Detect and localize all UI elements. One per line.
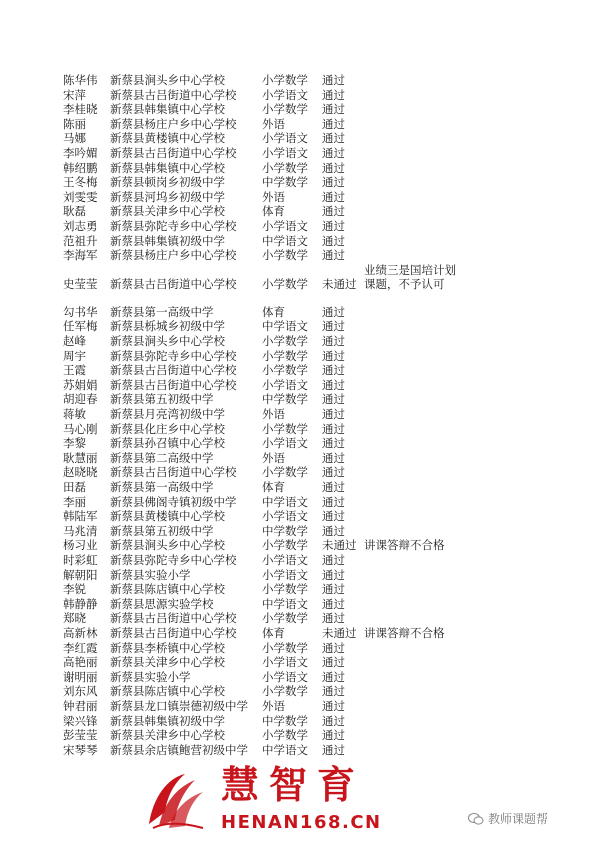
teacher-name: 马娜	[63, 131, 86, 146]
table-row	[0, 743, 600, 758]
school-name: 新蔡县李桥镇中心学校	[110, 640, 225, 655]
result: 通过	[322, 363, 345, 378]
table-row	[0, 88, 600, 103]
result: 通过	[322, 480, 345, 494]
teacher-name: 陈丽	[63, 116, 86, 131]
table-row	[0, 568, 600, 583]
teacher-name: 李红霞	[63, 640, 98, 655]
wechat-icon	[468, 812, 484, 826]
teacher-name: 王霞	[63, 363, 86, 378]
result: 通过	[322, 377, 345, 392]
subject: 小学数学	[262, 684, 308, 699]
table-row	[0, 553, 600, 568]
subject: 中学数学	[262, 392, 308, 407]
school-name: 新蔡县古吕街道中心学校	[110, 276, 237, 291]
school-name: 新蔡县佛阁寺镇初级中学	[110, 494, 237, 509]
subject: 小学数学	[262, 348, 308, 363]
result: 通过	[322, 116, 345, 131]
school-name: 新蔡县杨庄户乡中心学校	[110, 248, 237, 263]
teacher-name: 李锐	[63, 582, 86, 597]
school-name: 新蔡县实验小学	[110, 669, 191, 684]
brand-name: 慧智育	[221, 763, 366, 807]
subject: 小学数学	[262, 611, 308, 626]
result: 通过	[322, 189, 345, 204]
school-name: 新蔡县黄楼镇中心学校	[110, 131, 225, 146]
table-row	[0, 728, 600, 743]
school-name: 新蔡县栎城乡初级中学	[110, 319, 225, 334]
subject: 中学语文	[262, 742, 308, 757]
subject: 小学数学	[262, 582, 308, 597]
table-row	[0, 263, 600, 305]
table-row	[0, 626, 600, 641]
result: 通过	[322, 407, 345, 421]
result: 通过	[322, 523, 345, 538]
school-name: 新蔡县思源实验学校	[110, 596, 214, 611]
school-name: 新蔡县关津乡中心学校	[110, 728, 225, 743]
teacher-name: 蒋敏	[63, 407, 86, 421]
table-row	[0, 190, 600, 205]
teacher-name: 李黎	[63, 436, 86, 451]
subject: 外语	[262, 189, 285, 204]
school-name: 新蔡县关津乡中心学校	[110, 204, 225, 219]
result: 通过	[322, 304, 345, 319]
remark: 讲课答辩不合格	[364, 626, 445, 640]
remark: 业绩三是国培计划课题，不予认可	[364, 262, 456, 291]
teacher-name: 耿慧丽	[63, 450, 98, 465]
brand-url: HENAN168.CN	[221, 812, 382, 833]
school-name: 新蔡县韩集镇初级中学	[110, 233, 225, 248]
watermark-banner	[145, 760, 382, 844]
result: 通过	[322, 582, 345, 597]
teacher-name: 谢明丽	[63, 669, 98, 684]
table-row	[0, 509, 600, 524]
subject: 小学语文	[262, 655, 308, 670]
table-row	[0, 378, 600, 393]
result: 通过	[322, 248, 345, 263]
subject: 外语	[262, 407, 285, 421]
table-row	[0, 117, 600, 132]
school-name: 新蔡县涧头乡中心学校	[110, 538, 225, 553]
teacher-name: 马兆清	[63, 523, 98, 538]
result: 通过	[322, 175, 345, 190]
result: 通过	[322, 392, 345, 407]
teacher-name: 梁兴锋	[63, 713, 98, 728]
school-name: 新蔡县月亮湾初级中学	[110, 407, 225, 421]
school-name: 新蔡县关津乡中心学校	[110, 655, 225, 670]
teacher-name: 马心刚	[63, 421, 98, 436]
table-row	[0, 597, 600, 612]
result: 通过	[322, 334, 345, 348]
result: 通过	[322, 669, 345, 684]
subject: 中学语文	[262, 494, 308, 509]
school-name: 新蔡县古吕街道中心学校	[110, 377, 237, 392]
school-name: 新蔡县顿岗乡初级中学	[110, 175, 225, 190]
result: 通过	[322, 319, 345, 334]
result: 通过	[322, 348, 345, 363]
school-name: 新蔡县第一高级中学	[110, 480, 214, 494]
result: 通过	[322, 465, 345, 480]
school-name: 新蔡县涧头乡中心学校	[110, 334, 225, 348]
table-row	[0, 248, 600, 263]
teacher-name: 陈华伟	[63, 73, 98, 87]
teacher-name: 刘雯雯	[63, 189, 98, 204]
subject: 小学数学	[262, 160, 308, 175]
teacher-name: 解朝阳	[63, 567, 98, 582]
school-name: 新蔡县韩集镇中心学校	[110, 160, 225, 175]
teacher-name: 赵晓晓	[63, 465, 98, 480]
result: 未通过	[322, 538, 357, 553]
table-row	[0, 699, 600, 714]
subject: 小学数学	[262, 363, 308, 378]
table-row	[0, 146, 600, 161]
school-name: 新蔡县杨庄户乡中心学校	[110, 116, 237, 131]
school-name: 新蔡县实验小学	[110, 567, 191, 582]
teacher-name: 刘东风	[63, 684, 98, 699]
table-row	[0, 407, 600, 422]
teacher-name: 范祖升	[63, 233, 98, 248]
result: 通过	[322, 102, 345, 117]
teacher-name: 王冬梅	[63, 175, 98, 190]
table-row	[0, 363, 600, 378]
result: 通过	[322, 713, 345, 728]
teacher-name: 时彩虹	[63, 553, 98, 567]
subject: 外语	[262, 116, 285, 131]
subject: 小学数学	[262, 421, 308, 436]
teacher-name: 彭莹莹	[63, 728, 98, 743]
subject: 中学语文	[262, 596, 308, 611]
subject: 体育	[262, 204, 285, 219]
school-name: 新蔡县古吕街道中心学校	[110, 465, 237, 480]
subject: 小学数学	[262, 102, 308, 117]
table-row	[0, 422, 600, 437]
result: 通过	[322, 699, 345, 713]
result: 通过	[322, 450, 345, 465]
wechat-account-name: 教师课题帮	[488, 812, 549, 826]
school-name: 新蔡县第五初级中学	[110, 523, 214, 538]
subject: 外语	[262, 450, 285, 465]
table-row	[0, 641, 600, 656]
subject: 中学数学	[262, 523, 308, 538]
table-row	[0, 319, 600, 334]
table-row	[0, 714, 600, 729]
subject: 体育	[262, 480, 285, 494]
school-name: 新蔡县弥陀寺乡中心学校	[110, 219, 237, 233]
result: 通过	[322, 233, 345, 248]
table-row	[0, 73, 600, 88]
result: 通过	[322, 742, 345, 757]
teacher-name: 宋萍	[63, 87, 86, 102]
result: 未通过	[322, 626, 357, 640]
school-name: 新蔡县孙召镇中心学校	[110, 436, 225, 451]
teacher-name: 田磊	[63, 480, 86, 494]
table-row	[0, 611, 600, 626]
teacher-name: 钟君丽	[63, 699, 98, 713]
subject: 小学数学	[262, 538, 308, 553]
teacher-name: 任军梅	[63, 319, 98, 334]
teacher-name: 郑晓	[63, 611, 86, 626]
school-name: 新蔡县陈店镇中心学校	[110, 684, 225, 699]
result: 通过	[322, 204, 345, 219]
school-name: 新蔡县古吕街道中心学校	[110, 87, 237, 102]
result: 通过	[322, 421, 345, 436]
result: 通过	[322, 160, 345, 175]
subject: 小学语文	[262, 377, 308, 392]
table-row	[0, 465, 600, 480]
subject: 体育	[262, 304, 285, 319]
school-name: 新蔡县龙口镇崇德初级中学	[110, 699, 248, 713]
subject: 小学数学	[262, 728, 308, 743]
school-name: 新蔡县韩集镇中心学校	[110, 102, 225, 117]
teacher-name: 李吟媚	[63, 146, 98, 160]
teacher-name: 苏娟娟	[63, 377, 98, 392]
result: 通过	[322, 87, 345, 102]
remark: 讲课答辩不合格	[364, 538, 445, 553]
subject: 小学语文	[262, 509, 308, 524]
teacher-name: 高新林	[63, 626, 98, 640]
school-name: 新蔡县古吕街道中心学校	[110, 363, 237, 378]
teacher-name: 李海军	[63, 248, 98, 263]
school-name: 新蔡县黄楼镇中心学校	[110, 509, 225, 524]
table-row	[0, 349, 600, 364]
result: 通过	[322, 728, 345, 743]
subject: 中学数学	[262, 175, 308, 190]
result: 通过	[322, 640, 345, 655]
teacher-name: 韩静静	[63, 596, 98, 611]
school-name: 新蔡县韩集镇初级中学	[110, 713, 225, 728]
school-name: 新蔡县涧头乡中心学校	[110, 73, 225, 87]
table-row	[0, 131, 600, 146]
result: 通过	[322, 553, 345, 567]
table-row	[0, 436, 600, 451]
teacher-name: 杨习业	[63, 538, 98, 553]
table-row	[0, 538, 600, 553]
school-name: 新蔡县古吕街道中心学校	[110, 611, 237, 626]
subject: 小学语文	[262, 669, 308, 684]
teacher-name: 韩陆军	[63, 509, 98, 524]
teacher-name: 勾书华	[63, 304, 98, 319]
table-row	[0, 495, 600, 510]
school-name: 新蔡县弥陀寺乡中心学校	[110, 553, 237, 567]
subject: 小学数学	[262, 465, 308, 480]
teacher-name: 高艳丽	[63, 655, 98, 670]
subject: 小学数学	[262, 640, 308, 655]
teacher-name: 周宇	[63, 348, 86, 363]
teacher-name: 刘志勇	[63, 219, 98, 233]
wechat-source	[468, 810, 598, 830]
table-row	[0, 234, 600, 249]
result: 通过	[322, 684, 345, 699]
teacher-name: 赵峰	[63, 334, 86, 348]
subject: 中学数学	[262, 713, 308, 728]
subject: 小学语文	[262, 219, 308, 233]
result: 通过	[322, 73, 345, 87]
result: 通过	[322, 596, 345, 611]
subject: 小学数学	[262, 248, 308, 263]
result: 通过	[322, 567, 345, 582]
school-name: 新蔡县弥陀寺乡中心学校	[110, 348, 237, 363]
subject: 体育	[262, 626, 285, 640]
teacher-name: 李丽	[63, 494, 86, 509]
school-name: 新蔡县古吕街道中心学校	[110, 146, 237, 160]
teacher-name: 李桂晓	[63, 102, 98, 117]
result: 通过	[322, 131, 345, 146]
subject: 小学数学	[262, 334, 308, 348]
table-row	[0, 392, 600, 407]
subject: 小学语文	[262, 553, 308, 567]
school-name: 新蔡县第五初级中学	[110, 392, 214, 407]
school-name: 新蔡县余店镇鲍营初级中学	[110, 742, 248, 757]
table-row	[0, 334, 600, 349]
teacher-name: 韩绍鹏	[63, 160, 98, 175]
table-row	[0, 175, 600, 190]
school-name: 新蔡县河坞乡初级中学	[110, 189, 225, 204]
result: 通过	[322, 611, 345, 626]
table-row	[0, 524, 600, 539]
result: 通过	[322, 436, 345, 451]
table-row	[0, 219, 600, 234]
subject: 中学语文	[262, 233, 308, 248]
result: 未通过	[322, 276, 357, 291]
table-row	[0, 161, 600, 176]
subject: 外语	[262, 699, 285, 713]
table-row	[0, 204, 600, 219]
teacher-name: 史莹莹	[63, 276, 98, 291]
result: 通过	[322, 146, 345, 160]
subject: 小学语文	[262, 146, 308, 160]
subject: 小学语文	[262, 436, 308, 451]
school-name: 新蔡县第一高级中学	[110, 304, 214, 319]
table-row	[0, 670, 600, 685]
result: 通过	[322, 509, 345, 524]
subject: 中学语文	[262, 319, 308, 334]
result: 通过	[322, 219, 345, 233]
school-name: 新蔡县陈店镇中心学校	[110, 582, 225, 597]
school-name: 新蔡县第二高级中学	[110, 450, 214, 465]
school-name: 新蔡县古吕街道中心学校	[110, 626, 237, 640]
subject: 小学数学	[262, 276, 308, 291]
table-row	[0, 582, 600, 597]
table-row	[0, 451, 600, 466]
table-row	[0, 480, 600, 495]
teacher-name: 宋琴琴	[63, 742, 98, 757]
subject: 小学语文	[262, 567, 308, 582]
teacher-name: 耿磊	[63, 204, 86, 219]
subject: 小学语文	[262, 87, 308, 102]
table-row	[0, 684, 600, 699]
teacher-name: 胡迎春	[63, 392, 98, 407]
table-row	[0, 102, 600, 117]
subject: 小学语文	[262, 131, 308, 146]
school-name: 新蔡县化庄乡中心学校	[110, 421, 225, 436]
table-row	[0, 305, 600, 320]
brand-logo-icon	[145, 768, 207, 830]
table-row	[0, 655, 600, 670]
subject: 小学数学	[262, 73, 308, 87]
result: 通过	[322, 655, 345, 670]
result: 通过	[322, 494, 345, 509]
